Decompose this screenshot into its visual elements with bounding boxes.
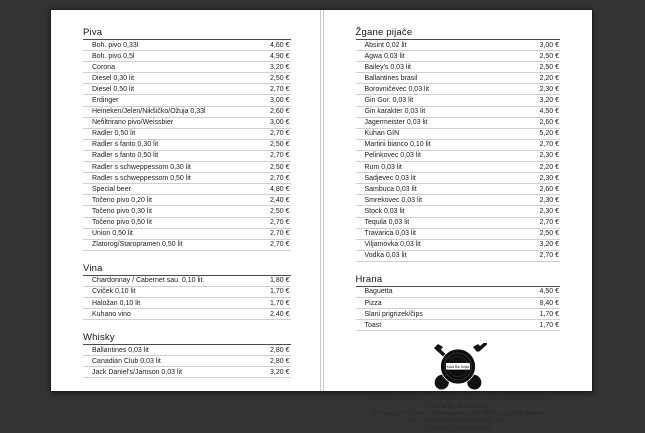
menu-item-name: Radler s fanto 0,30 lit — [92, 141, 159, 149]
menu-item-row — [83, 240, 291, 251]
menu-item-row — [83, 84, 291, 95]
page-fold-divider — [320, 10, 324, 391]
menu-item-row — [83, 118, 291, 129]
menu-item-row — [356, 298, 561, 309]
menu-item-name: Radler s fanto 0,50 lit — [92, 152, 159, 160]
menu-item-price: 2,80 € — [270, 346, 290, 354]
menu-item-price: 2,20 € — [539, 74, 559, 82]
menu-item-name: Agwa 0,03 lit — [364, 52, 405, 60]
menu-item-name: Travarica 0,03 lit — [364, 230, 416, 238]
menu-item-name: Radler s schweppessom 0,50 lit — [92, 174, 191, 182]
menu-item-price: 2,40 € — [270, 196, 290, 204]
menu-item-name: Bailey's 0,03 lit — [364, 63, 411, 71]
bar-logo — [429, 343, 487, 393]
footer-validity-line: Cenik velja od junij 2023 — [425, 425, 491, 432]
menu-item-name: Absint 0,02 lit — [364, 41, 407, 49]
section-title: Piva — [83, 27, 103, 38]
menu-item-price: 2,50 € — [270, 207, 290, 215]
menu-item-row — [83, 173, 291, 184]
menu-item-row — [83, 356, 291, 367]
menu-item-row — [83, 51, 291, 62]
menu-item-price: 1,70 € — [539, 310, 559, 318]
menu-item-name: Zlatorog/Staropramen 0,50 lit — [92, 241, 183, 249]
menu-item-row — [83, 206, 291, 217]
section-title: Žgane pijače — [355, 27, 413, 38]
menu-item-name: Sambuca 0,03 lit — [364, 185, 417, 193]
menu-item-name: Union 0,50 lit — [92, 230, 133, 238]
menu-item-price: 1,70 € — [270, 288, 290, 296]
menu-item-row — [356, 84, 561, 95]
menu-item-row — [356, 162, 561, 173]
menu-item-price: 2,70 € — [539, 141, 559, 149]
footer-company-line: Aleksandra Kramar s.p., Triglavska cesta 16, 4264 Bohinjska Bistrica — [366, 396, 550, 403]
menu-item-price: 2,60 € — [270, 108, 290, 116]
menu-item-row — [83, 195, 291, 206]
menu-item-name: Pizza — [364, 299, 382, 307]
menu-item-price: 2,70 € — [539, 219, 559, 227]
menu-item-row — [356, 107, 561, 118]
menu-item-name: Ballantines brasil — [364, 74, 418, 82]
menu-item-name: Jagermeister 0,03 lit — [364, 119, 428, 127]
menu-item-name: Gin Gor. 0,03 lit — [364, 97, 414, 105]
footer-vat-line: Davčna št.: SI44550391 — [425, 403, 490, 410]
menu-item-row — [83, 151, 291, 162]
menu-item-price: 4,90 € — [270, 52, 290, 60]
menu-section — [83, 27, 291, 251]
menu-item-row — [356, 229, 561, 240]
menu-item-price: 2,70 € — [270, 219, 290, 227]
menu-item-price: 2,50 € — [270, 163, 290, 171]
menu-item-row — [83, 73, 291, 84]
menu-item-name: Corona — [92, 63, 115, 71]
menu-item-row — [356, 118, 561, 129]
menu-item-row — [83, 309, 291, 320]
menu-item-name: Pelinkovec 0,03 lit — [364, 152, 421, 160]
menu-item-price: 2,70 € — [270, 174, 290, 182]
menu-section — [356, 27, 561, 262]
menu-item-row — [83, 62, 291, 73]
menu-section — [83, 332, 291, 378]
menu-item-price: 2,70 € — [270, 152, 290, 160]
menu-item-name: Boh. pivo 0,5l — [92, 52, 135, 60]
menu-item-name: Erdinger — [92, 97, 119, 105]
menu-section — [356, 274, 561, 331]
menu-item-price: 2,30 € — [539, 196, 559, 204]
menu-item-price: 2,50 € — [270, 141, 290, 149]
menu-item-price: 2,80 € — [270, 357, 290, 365]
menu-item-name: Boh. pivo 0,33l — [92, 41, 139, 49]
menu-item-row — [356, 51, 561, 62]
menu-page-right — [322, 10, 593, 432]
menu-item-row — [83, 184, 291, 195]
menu-item-row — [356, 218, 561, 229]
menu-item-row — [83, 95, 291, 106]
menu-item-name: Sadjevec 0,03 lit — [364, 174, 416, 182]
menu-table — [356, 286, 561, 331]
menu-item-price: 2,70 € — [270, 130, 290, 138]
menu-item-name: Ballantines 0,03 lit — [92, 346, 149, 354]
menu-item-row — [356, 40, 561, 51]
menu-item-row — [83, 129, 291, 140]
logo-label: Kava Bar Urška — [446, 365, 469, 370]
menu-item-name: Radler 0,50 lit — [92, 130, 136, 138]
menu-item-price: 4,50 € — [539, 108, 559, 116]
section-title: Whisky — [83, 332, 115, 344]
menu-item-name: Gin karakter 0,03 lit — [364, 108, 426, 116]
footer-branch-line: PE Kava bar Urška - Triglavska cesta 16, 4264 Bohinjska Bistrica — [371, 411, 545, 418]
menu-item-price: 8,40 € — [539, 299, 559, 307]
menu-item-price: 2,50 € — [539, 63, 559, 71]
menu-item-price: 4,60 € — [270, 41, 290, 49]
menu-item-price: 3,20 € — [539, 97, 559, 105]
menu-item-row — [356, 240, 561, 251]
menu-item-row — [356, 129, 561, 140]
menu-item-row — [83, 367, 291, 378]
menu-item-row — [356, 287, 561, 298]
menu-item-price: 2,50 € — [539, 230, 559, 238]
menu-item-price: 2,30 € — [539, 207, 559, 215]
section-title: Vina — [83, 262, 103, 274]
menu-item-price: 3,00 € — [539, 41, 559, 49]
right-page-sections — [356, 27, 561, 331]
left-page-sections — [83, 27, 291, 378]
menu-item-name: Borovničevec 0,03 lit — [364, 85, 430, 93]
menu-item-price: 2,40 € — [270, 310, 290, 318]
menu-item-name: Chardonnay / Cabernet sau. 0,10 lit. — [92, 277, 205, 285]
menu-item-name: Haložan 0,10 lit — [92, 299, 141, 307]
menu-item-row — [356, 309, 561, 320]
menu-item-row — [356, 320, 561, 331]
menu-item-price: 3,20 € — [270, 368, 290, 376]
menu-item-row — [356, 62, 561, 73]
menu-item-row — [356, 195, 561, 206]
menu-item-price: 2,60 € — [539, 119, 559, 127]
menu-section — [83, 263, 291, 320]
footer-vat-note-line: Vse cene so v evrih in vključujejo DDV. — [406, 418, 510, 425]
menu-item-row — [83, 107, 291, 118]
menu-item-name: Kuhano vino — [92, 310, 131, 318]
menu-item-price: 1,80 € — [270, 277, 290, 285]
menu-item-row — [356, 206, 561, 217]
menu-item-name: Točeno pivo 0,30 lit — [92, 207, 152, 215]
menu-page-left — [51, 10, 322, 391]
menu-document-sheet — [50, 9, 593, 432]
menu-table — [356, 39, 561, 262]
menu-item-row — [356, 95, 561, 106]
menu-item-name: Special beer — [92, 185, 131, 193]
menu-item-name: Diesel 0,30 lit — [92, 74, 135, 82]
menu-item-row — [83, 40, 291, 51]
menu-item-row — [356, 140, 561, 151]
menu-item-name: Kuhan GIN — [364, 130, 400, 138]
menu-item-name: Slani prigrizek/čips — [364, 310, 423, 318]
menu-item-price: 2,50 € — [270, 74, 290, 82]
menu-item-name: Canadian Club 0,03 lit — [92, 357, 161, 365]
menu-item-row — [83, 140, 291, 151]
menu-item-name: Martini bianco 0,10 lit — [364, 141, 431, 149]
menu-item-name: Toast — [364, 321, 382, 329]
menu-table — [83, 275, 291, 320]
menu-item-price: 2,70 € — [539, 252, 559, 260]
menu-item-name: Smrekovec 0,03 lit — [364, 196, 423, 204]
menu-item-name: Viljamovka 0,03 lit — [364, 241, 421, 249]
menu-item-price: 2,30 € — [539, 174, 559, 182]
menu-item-price: 5,20 € — [539, 130, 559, 138]
menu-item-price: 3,00 € — [270, 119, 290, 127]
menu-item-price: 2,20 € — [539, 163, 559, 171]
menu-item-row — [83, 218, 291, 229]
menu-item-price: 3,20 € — [270, 63, 290, 71]
menu-item-row — [356, 184, 561, 195]
menu-item-name: Heineken/Jelen/Nikšičko/Ožuja 0,33l — [92, 108, 206, 116]
menu-item-row — [83, 229, 291, 240]
menu-item-name: Nefiltrirano pivo/Weissbier — [92, 119, 174, 127]
menu-item-price: 4,80 € — [270, 185, 290, 193]
menu-item-price: 2,70 € — [270, 241, 290, 249]
menu-item-row — [83, 298, 291, 309]
menu-item-price: 2,60 € — [539, 185, 559, 193]
menu-item-name: Točeno pivo 0,50 lit — [92, 219, 152, 227]
menu-item-row — [83, 345, 291, 356]
menu-item-name: Stock 0,03 lit — [364, 207, 405, 215]
menu-item-row — [356, 251, 561, 262]
menu-item-price: 2,70 € — [270, 230, 290, 238]
footer-legal-text — [356, 396, 561, 433]
crossed-guitars-vinyl-record-icon — [429, 343, 487, 393]
menu-item-name: Točeno pivo 0,20 lit — [92, 196, 152, 204]
menu-item-price: 2,50 € — [539, 52, 559, 60]
menu-item-name: Tequila 0,03 lit — [364, 219, 410, 227]
menu-item-name: Jack Daniel's/Jamson 0,03 lit — [92, 368, 183, 376]
menu-item-price: 2,30 € — [539, 152, 559, 160]
menu-item-name: Cviček 0,10 lit — [92, 288, 136, 296]
menu-item-price: 3,00 € — [270, 97, 290, 105]
menu-item-price: 4,50 € — [539, 288, 559, 296]
menu-item-row — [356, 173, 561, 184]
menu-item-price: 1,70 € — [270, 299, 290, 307]
menu-item-name: Vodka 0,03 lit — [364, 252, 407, 260]
menu-item-price: 1,70 € — [539, 321, 559, 329]
menu-item-name: Radler s schweppessom 0,30 lit — [92, 163, 191, 171]
menu-item-price: 2,70 € — [270, 85, 290, 93]
section-title: Hrana — [355, 273, 383, 285]
menu-item-row — [83, 162, 291, 173]
menu-item-row — [83, 287, 291, 298]
menu-item-name: Diesel 0,50 lit — [92, 85, 135, 93]
menu-item-row — [356, 73, 561, 84]
menu-item-name: Rum 0,03 lit — [364, 163, 402, 171]
menu-item-price: 2,30 € — [539, 85, 559, 93]
menu-item-row — [356, 151, 561, 162]
menu-item-price: 3,20 € — [539, 241, 559, 249]
menu-table — [83, 344, 291, 378]
menu-table — [83, 39, 291, 251]
menu-item-row — [83, 276, 291, 287]
menu-item-name: Baguetta — [364, 288, 393, 296]
